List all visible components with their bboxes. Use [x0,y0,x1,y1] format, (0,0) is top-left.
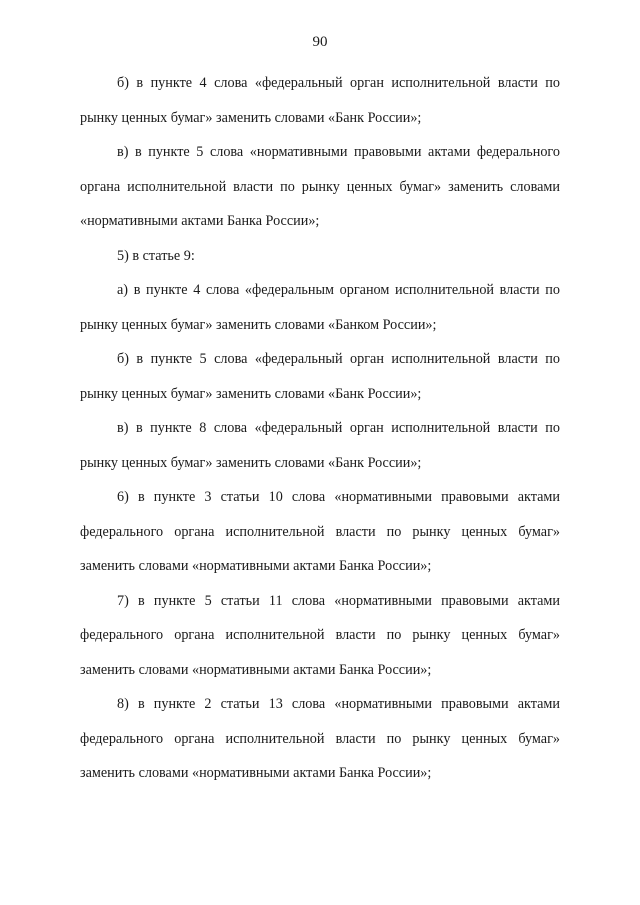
paragraph-item-v-point-5: в) в пункте 5 слова «нормативными правовыми актами федерального органа исполнительной власти по рынку ценных бумаг» заменить словами «нормативными актами Банка России»; [80,144,560,229]
paragraph-item-b-point-5: б) в пункте 5 слова «федеральный орган исполнительной власти по рынку ценных бумаг» заменить словами «Банк России»; [80,351,560,402]
paragraph-item-a-point-4: а) в пункте 4 слова «федеральным органом исполнительной власти по рынку ценных бумаг» заменить словами «Банком России»; [80,282,560,333]
paragraph-item-b-point-4: б) в пункте 4 слова «федеральный орган исполнительной власти по рынку ценных бумаг» заменить словами «Банк России»; [80,75,560,126]
paragraph-item-v-point-8: в) в пункте 8 слова «федеральный орган исполнительной власти по рынку ценных бумаг» заменить словами «Банк России»; [80,420,560,471]
paragraph-item-6-article-10: 6) в пункте 3 статьи 10 слова «нормативными правовыми актами федерального органа исполнительной власти по рынку ценных бумаг» заменить словами «нормативными актами Банка России»; [80,489,560,574]
paragraph-item-7-article-11: 7) в пункте 5 статьи 11 слова «нормативными правовыми актами федерального органа исполнительной власти по рынку ценных бумаг» заменить словами «нормативными актами Банка России»; [80,592,560,678]
paragraph-article-9-heading: 5) в статье 9: [117,247,195,264]
paragraph-item-8-article-13: 8) в пункте 2 статьи 13 слова «нормативными правовыми актами федерального органа исполнительной власти по рынку ценных бумаг» заменить словами «нормативными актами Банка России»; [80,696,560,781]
document-body [80,66,560,791]
page-number: 90 [312,34,328,50]
